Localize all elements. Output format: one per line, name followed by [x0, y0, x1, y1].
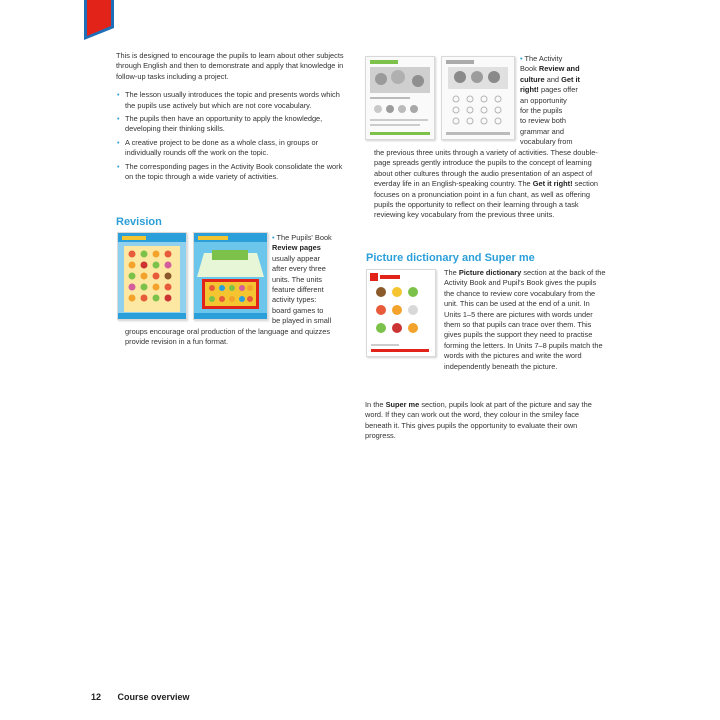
review-page-thumbnail-2 — [193, 232, 268, 320]
intro-paragraph: This is designed to encourage the pupils to learn about other subjects through English and then to demonstrate and apply that knowledge in follow-up tasks including a project. — [116, 51, 344, 81]
picture-dictionary-heading: Picture dictionary and Super me — [366, 252, 535, 264]
revision-line: activity types: — [272, 295, 317, 305]
review-page-thumbnail-1 — [117, 232, 187, 320]
review-and-term: Review and — [538, 64, 580, 74]
revision-lead: The Pupils' Book — [276, 233, 332, 242]
picture-dictionary-thumbnail — [366, 269, 436, 357]
culture-page-illustration — [366, 57, 434, 139]
revision-line: feature different — [272, 285, 324, 295]
revision-heading: Revision — [116, 216, 162, 228]
super-me-text: In the Super me section, pupils look at part of the picture and say the word. If they can work out the word, they colour in the smiley face beneath it. This gives pupils the opportunity to evaluate their own progress. — [365, 400, 592, 441]
super-me-term: Super me — [385, 400, 420, 409]
corner-tab-decoration — [84, 0, 114, 40]
board-game-illustration — [118, 233, 186, 319]
review-pages-term: Review pages — [272, 243, 321, 253]
picture-dictionary-side-text: The Picture dictionary section at the back of the Activity Book and Pupil's Book gives the pupils the chance to review core vocabulary from the unit. This can be used at the end of a unit. In Units 1–5 there are pictures with words under them so that pupils can trace over them. This gives pupils the support they need to practise forming the letters. In Units 7–8 pupils match the words with the pictures and write the word independently beneath the picture. — [444, 268, 606, 371]
culture-term: culture — [520, 74, 545, 84]
revision-line: usually appear — [272, 253, 321, 263]
get-it-right-term: Get it right! — [532, 179, 573, 189]
revision-line: after every three — [272, 264, 326, 274]
intro-bullet: • A creative project to be done as a whole class, in groups or individually rounds off the work on the topic. — [116, 138, 348, 159]
left-column — [116, 51, 348, 185]
activity-book-line: grammar and — [520, 126, 564, 136]
page-footer — [91, 692, 190, 702]
get-it-term: Get it — [561, 74, 580, 84]
revision-line: be played in small — [272, 316, 332, 326]
get-it-right-page-illustration — [442, 57, 514, 139]
revision-side-text — [272, 233, 352, 327]
page-number: 12 — [91, 692, 102, 702]
revision-tail-text: groups encourage oral production of the language and quizzes provide revision in a fun format. — [125, 327, 331, 347]
bullet-dot-icon: • — [520, 54, 523, 63]
intro-bullet: • The corresponding pages in the Activity Book consolidate the work on the topic through a wide variety of activities. — [116, 162, 348, 183]
activity-book-line: for the pupils — [520, 106, 563, 116]
section-title: Course overview — [117, 692, 190, 702]
food-pictures-illustration — [367, 270, 435, 356]
activity-book-line: to review both — [520, 116, 567, 126]
revision-line: units. The units — [272, 274, 322, 284]
activity-book-line: vocabulary from — [520, 137, 573, 147]
review-game-illustration — [194, 233, 267, 319]
intro-bullet-list — [116, 90, 348, 182]
activity-book-line: an opportunity — [520, 95, 567, 105]
picture-dictionary-term: Picture dictionary — [458, 268, 522, 277]
bullet-dot-icon: • — [272, 233, 275, 242]
intro-bullet: • The lesson usually introduces the topic and presents words which the pupils use actively but which are not core vocabulary. — [116, 90, 348, 111]
intro-bullet: • The pupils then have an opportunity to apply the knowledge, developing their thinking skills. — [116, 114, 348, 135]
right-term: right! — [520, 85, 539, 95]
activity-book-tail-text: the previous three units through a variety of activities. These double-page spreads gently introduce the pupils to the concept of learning about other cultures through the audio presentation of an aspect of everday life in an English-speaking country. The Get it right! section focuses on a pronunciation point in a fun chant, as well as offering pupils the opportunity to reflect on their learning through a task reviewing key vocabulary from the previous three units. — [374, 148, 599, 220]
activity-book-thumbnail-1 — [365, 56, 435, 140]
revision-line: board games to — [272, 305, 324, 315]
activity-book-side-text: • The Activity Book Review and culture and Get it right! pages offer an opportunity for the pupils to review both grammar and vocabulary from — [520, 54, 605, 148]
activity-book-thumbnail-2 — [441, 56, 515, 140]
